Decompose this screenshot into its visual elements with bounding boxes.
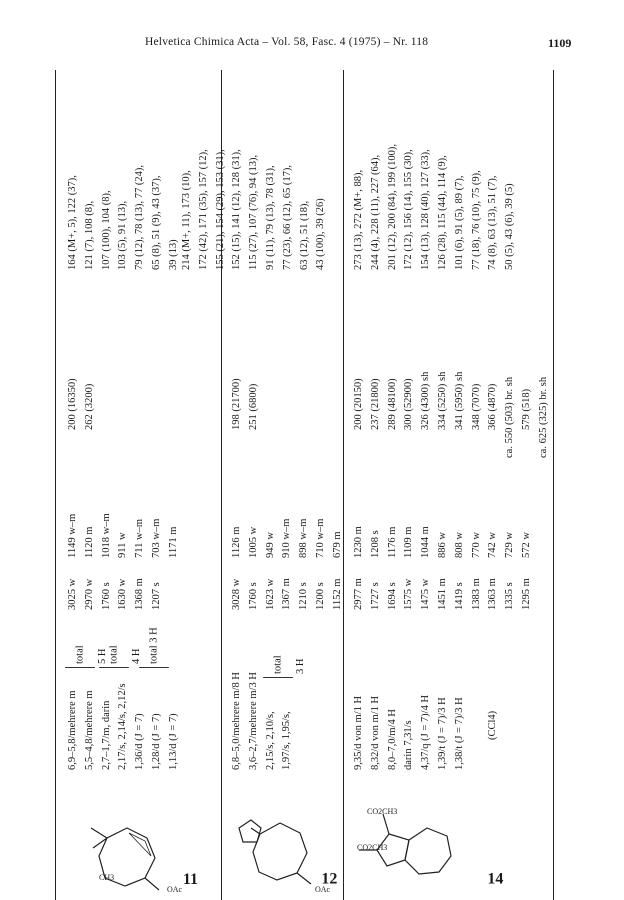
nmr-line: 3,6–2,7/mehrere m/3 H bbox=[247, 672, 259, 770]
ms-line: 79 (12), 78 (13), 77 (24), bbox=[134, 165, 146, 270]
nmr-line: 5,5–4,8/mehrere m bbox=[83, 690, 95, 770]
ms-line: 115 (27), 107 (76), 94 (13), bbox=[248, 154, 260, 270]
running-header: Helvetica Chimica Acta – Vol. 58, Fasc. 4 (1975) – Nr. 118 bbox=[145, 36, 429, 48]
uv-line: 262 (3200) bbox=[83, 383, 95, 430]
compound-label-14: 14 bbox=[487, 870, 504, 888]
nmr-line: 1,97/s, 1,95/s, bbox=[281, 711, 293, 770]
ms-line: 244 (4), 228 (11), 227 (64), bbox=[369, 154, 381, 270]
brace-text: total bbox=[108, 645, 120, 664]
nmr-line: 2,15/s, 2,10/s, bbox=[264, 711, 276, 770]
table-bottom-rule bbox=[553, 70, 554, 900]
ir-line: 2970 w bbox=[83, 578, 95, 610]
ir-col-a-12 bbox=[229, 578, 347, 610]
nmr-line: 1,28/d (J = 7) bbox=[150, 713, 162, 770]
ir-line: 1367 m bbox=[281, 578, 293, 610]
nmr-solvent: (CCl4) bbox=[487, 710, 499, 740]
ir-line: 710 w–m bbox=[314, 518, 326, 558]
ms-cell-12 bbox=[179, 149, 330, 270]
uv-line: 289 (48100) bbox=[386, 378, 398, 430]
ir-line: 1623 w bbox=[264, 578, 276, 610]
brace-text: 5 H bbox=[97, 648, 108, 664]
ir-line: 1575 w bbox=[403, 578, 415, 610]
ir-line: 910 w–m bbox=[281, 518, 293, 558]
ir-line: 1005 w bbox=[247, 526, 259, 558]
ir-line: 1694 s bbox=[386, 582, 398, 610]
ms-line: 172 (42), 171 (35), 157 (12), bbox=[197, 149, 209, 270]
ms-line: 201 (12), 200 (84), 199 (100), bbox=[386, 144, 398, 270]
nmr-line: 4,37/q (J = 7)/4 H bbox=[420, 694, 432, 770]
ms-line: 121 (7), 108 (8), bbox=[83, 200, 95, 270]
brace-text: 3 H bbox=[295, 658, 306, 674]
ms-line: 65 (8), 51 (9), 43 (37), bbox=[150, 175, 162, 270]
ir-line: 711 w–m bbox=[134, 519, 146, 558]
uv-line: 326 (4300) sh bbox=[420, 371, 432, 430]
ms-line: 77 (18), 76 (10), 75 (9), bbox=[470, 170, 482, 270]
nmr-line: 1,13/d (J = 7) bbox=[167, 713, 179, 770]
uv-line: 200 (20150) bbox=[353, 378, 364, 430]
structure-11-methyl: CH3 bbox=[99, 873, 115, 882]
ir-line: 1335 s bbox=[504, 582, 516, 610]
nmr-cell-11 bbox=[65, 683, 183, 770]
uv-cell-11 bbox=[65, 378, 99, 430]
structure-11-oac: OAc bbox=[167, 885, 183, 894]
ir-col-a-14 bbox=[351, 578, 536, 610]
nmr-line: 6,8–5,0/mehrere m/8 H bbox=[231, 672, 242, 770]
nmr-line: 2,17/s, 2,14/s, 2,12/s bbox=[117, 683, 129, 770]
brace-11-c bbox=[139, 627, 169, 668]
nmr-line: 6,9–5,8/mehrere m bbox=[67, 690, 78, 770]
uv-line: 341 (5950) sh bbox=[453, 371, 465, 430]
ms-line: 101 (6), 91 (5), 89 (7), bbox=[453, 175, 465, 270]
ir-line: 1475 w bbox=[420, 578, 432, 610]
structure-14-ester-top: CO2CH3 bbox=[367, 807, 398, 816]
ir-line: 1230 m bbox=[353, 526, 364, 558]
nmr-line bbox=[469, 695, 486, 770]
ms-cell-11 bbox=[65, 165, 183, 270]
structure-11 bbox=[67, 798, 207, 898]
brace-text: total bbox=[272, 655, 284, 674]
ms-line: 107 (100), 104 (8), bbox=[100, 190, 112, 270]
uv-line: 300 (52900) bbox=[403, 378, 415, 430]
structure-12 bbox=[225, 798, 341, 898]
ms-line: 91 (11), 79 (13), 78 (31), bbox=[264, 165, 276, 270]
ir-line: 886 w bbox=[436, 532, 448, 558]
ir-col-b-11 bbox=[65, 513, 183, 558]
ir-line: 1120 m bbox=[83, 526, 95, 558]
ir-line: 1383 m bbox=[470, 578, 482, 610]
uv-line: 334 (5250) sh bbox=[436, 371, 448, 430]
ir-line: 1760 s bbox=[247, 582, 259, 610]
ir-line: 911 w bbox=[117, 532, 129, 558]
ms-line: 77 (23), 66 (12), 65 (17), bbox=[281, 165, 293, 270]
ir-line: 1109 m bbox=[403, 526, 415, 558]
ir-line: 808 w bbox=[453, 532, 465, 558]
uv-cell-12 bbox=[229, 378, 263, 430]
ir-line: 1149 w–m bbox=[67, 513, 78, 558]
ir-line: 949 w bbox=[264, 532, 276, 558]
brace-text: 4 H bbox=[131, 648, 142, 664]
nmr-line: 8,0–7,0/m/4 H bbox=[386, 709, 398, 770]
nmr-line: 8,32/d von m/1 H bbox=[369, 695, 381, 770]
ir-line: 2977 m bbox=[353, 578, 364, 610]
ir-line: 1200 s bbox=[314, 582, 326, 610]
ir-line: 1368 m bbox=[134, 578, 146, 610]
nmr-cell-12 bbox=[229, 672, 296, 770]
uv-line: 237 (21800) bbox=[369, 378, 381, 430]
rotated-data-table bbox=[55, 70, 555, 900]
ir-line: 898 w–m bbox=[298, 518, 310, 558]
ms-line: 126 (28), 115 (44), 114 (9), bbox=[436, 155, 448, 270]
structure-14-drawing bbox=[347, 788, 547, 898]
nmr-line: 1,38/t (J = 7)/3 H bbox=[453, 697, 465, 770]
ir-line: 1451 m bbox=[436, 578, 448, 610]
uv-line: 366 (4870) bbox=[487, 383, 499, 430]
ir-line: 1760 s bbox=[100, 582, 112, 610]
ms-cell-14 bbox=[351, 144, 519, 270]
ir-line: 1363 m bbox=[487, 578, 499, 610]
ms-line: 152 (15), 141 (12), 128 (31), bbox=[231, 149, 243, 270]
ms-line: 39 (13) bbox=[167, 239, 179, 270]
ms-line: 63 (12), 51 (18), bbox=[298, 200, 310, 270]
ir-line: 1295 m bbox=[520, 578, 532, 610]
ms-line: 103 (5), 91 (13), bbox=[117, 200, 129, 270]
ir-line: 3028 w bbox=[231, 578, 242, 610]
ir-col-a-11 bbox=[65, 578, 166, 610]
ms-line: 164 (M+, 5), 122 (37), bbox=[67, 175, 78, 270]
uv-line: 348 (7070) bbox=[470, 383, 482, 430]
uv-line: 198 (21700) bbox=[231, 378, 242, 430]
ir-line: 572 w bbox=[520, 532, 532, 558]
ir-line: 1210 s bbox=[298, 582, 310, 610]
ir-line: 742 w bbox=[487, 532, 499, 558]
ms-line: 273 (13), 272 (M+, 88), bbox=[353, 169, 364, 270]
brace-text: total 3 H bbox=[148, 627, 160, 664]
ir-line: 1171 m bbox=[167, 526, 179, 558]
ir-line: 1207 s bbox=[150, 582, 162, 610]
ir-col-b-12 bbox=[229, 519, 347, 558]
ir-line: 1630 w bbox=[117, 578, 129, 610]
ms-line: 172 (12), 156 (14), 155 (30), bbox=[403, 149, 415, 270]
ir-line: 770 w bbox=[470, 532, 482, 558]
ir-line: 1208 s bbox=[369, 530, 381, 558]
ir-line: 1126 m bbox=[231, 526, 242, 558]
uv-line: 200 (16350) bbox=[67, 378, 78, 430]
uv-line: 579 (518) bbox=[520, 388, 532, 430]
nmr-cell-14 bbox=[351, 695, 502, 770]
compound-label-12: 12 bbox=[321, 870, 338, 888]
row-divider-2 bbox=[343, 70, 344, 900]
uv-line: 251 (6800) bbox=[247, 383, 259, 430]
nmr-line: 1,39/t (J = 7)/3 H bbox=[436, 697, 448, 770]
structure-14 bbox=[347, 788, 547, 898]
ir-line: 1727 s bbox=[369, 582, 381, 610]
ms-line: 50 (5), 43 (6), 39 (5) bbox=[504, 183, 516, 270]
ir-line: 1044 m bbox=[420, 526, 432, 558]
ms-line: 214 (M+, 11), 173 (10), bbox=[181, 170, 192, 270]
ms-line: 74 (8), 63 (13), 51 (7), bbox=[487, 175, 499, 270]
nmr-line: 2,7–1,7/m, darin bbox=[100, 700, 112, 770]
nmr-line: 9,35/d von m/1 H bbox=[353, 695, 364, 770]
structure-14-ester-right: CO2CH3 bbox=[357, 843, 388, 852]
ir-col-b-14 bbox=[351, 526, 536, 558]
ir-line: 703 w–m bbox=[150, 518, 162, 558]
compound-label-11: 11 bbox=[182, 871, 198, 889]
ir-line: 1176 m bbox=[386, 526, 398, 558]
structure-12-oac: OAc bbox=[315, 885, 331, 894]
uv-line: ca. 625 (325) br. sh bbox=[537, 376, 549, 458]
nmr-line: darin 7,31/s bbox=[403, 720, 415, 770]
ms-line: 154 (13), 128 (40), 127 (33), bbox=[420, 149, 432, 270]
nmr-line: 1,36/d (J = 7) bbox=[134, 713, 146, 770]
ir-line: 729 w bbox=[504, 532, 516, 558]
table-top-rule bbox=[55, 70, 56, 900]
ir-line: 1018 w–m bbox=[100, 513, 112, 558]
uv-line: ca. 550 (503) br. sh bbox=[504, 376, 516, 458]
brace-text: total bbox=[74, 645, 86, 664]
ir-line: 679 m bbox=[331, 531, 343, 558]
page-number: 1109 bbox=[548, 36, 572, 50]
ms-line: 43 (100), 39 (26) bbox=[315, 198, 327, 270]
ir-line: 3025 w bbox=[67, 578, 78, 610]
uv-cell-14 bbox=[351, 372, 553, 458]
ir-line: 1419 s bbox=[453, 582, 465, 610]
ir-line: 1152 m bbox=[331, 578, 343, 610]
ms-line: 155 (21), 154 (29), 153 (31), bbox=[214, 149, 226, 270]
brace-12 bbox=[263, 655, 310, 678]
